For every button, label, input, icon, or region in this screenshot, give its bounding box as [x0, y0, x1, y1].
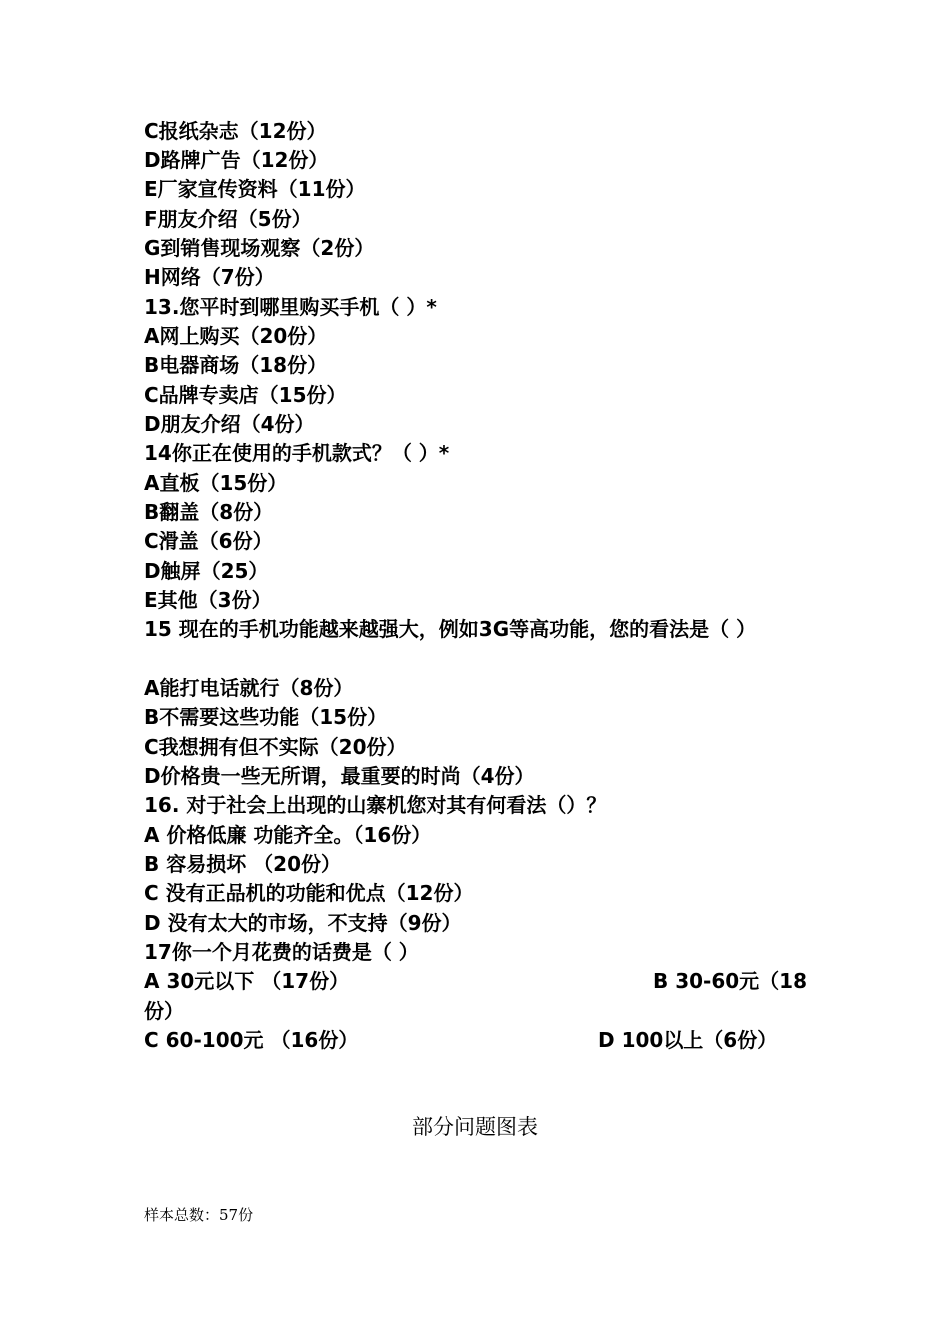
q17-question: 17你一个月花费的话费是（ ）: [144, 940, 419, 964]
q15-option-b: B不需要这些功能（15份）: [144, 705, 388, 729]
q16-option-d: D 没有太大的市场，不支持（9份）: [144, 911, 462, 935]
q13-option-b: B电器商场（18份）: [144, 353, 328, 377]
q17-option-a: A 30元以下 （17份）: [144, 969, 350, 993]
q14-option-b: B翻盖（8份）: [144, 500, 274, 524]
q13-question: 13.您平时到哪里购买手机（ ）*: [144, 295, 437, 319]
q12-option-g: G到销售现场观察（2份）: [144, 236, 375, 260]
q13-option-a: A网上购买（20份）: [144, 324, 328, 348]
q15-question: 15 现在的手机功能越来越强大，例如3G等高功能，您的看法是（ ）: [144, 617, 757, 641]
q14-option-d: D触屏（25）: [144, 559, 269, 583]
sample-total: 样本总数：57份: [144, 1206, 254, 1224]
q14-option-c: C滑盖（6份）: [144, 529, 273, 553]
q16-option-c: C 没有正品机的功能和优点（12份）: [144, 881, 474, 905]
q15-option-a: A能打电话就行（8份）: [144, 676, 354, 700]
q17-option-b-continued: 份）: [144, 999, 184, 1023]
q13-option-c: C品牌专卖店（15份）: [144, 383, 347, 407]
q12-option-h: H网络（7份）: [144, 265, 275, 289]
q15-option-c: C我想拥有但不实际（20份）: [144, 735, 407, 759]
q12-option-f: F朋友介绍（5份）: [144, 207, 312, 231]
q16-option-b: B 容易损坏 （20份）: [144, 852, 342, 876]
q14-question: 14你正在使用的手机款式？（ ）*: [144, 441, 450, 465]
q15-option-d: D价格贵一些无所谓，最重要的时尚（4份）: [144, 764, 535, 788]
q12-option-c: C报纸杂志（12份）: [144, 119, 327, 143]
q13-option-d: D朋友介绍（4份）: [144, 412, 315, 436]
q17-option-c: C 60-100元 （16份）: [144, 1028, 359, 1052]
q12-option-d: D路牌广告（12份）: [144, 148, 329, 172]
q17-option-d: D 100以上（6份）: [598, 1028, 778, 1052]
q16-question: 16. 对于社会上出现的山寨机您对其有何看法（）？: [144, 793, 607, 817]
q14-option-a: A直板（15份）: [144, 471, 288, 495]
q14-option-e: E其他（3份）: [144, 588, 272, 612]
q16-option-a: A 价格低廉 功能齐全。（16份）: [144, 823, 432, 847]
q12-option-e: E厂家宣传资料（11份）: [144, 177, 366, 201]
q17-option-b: B 30-60元（18: [653, 969, 808, 993]
section-heading: 部分问题图表: [412, 1115, 538, 1139]
